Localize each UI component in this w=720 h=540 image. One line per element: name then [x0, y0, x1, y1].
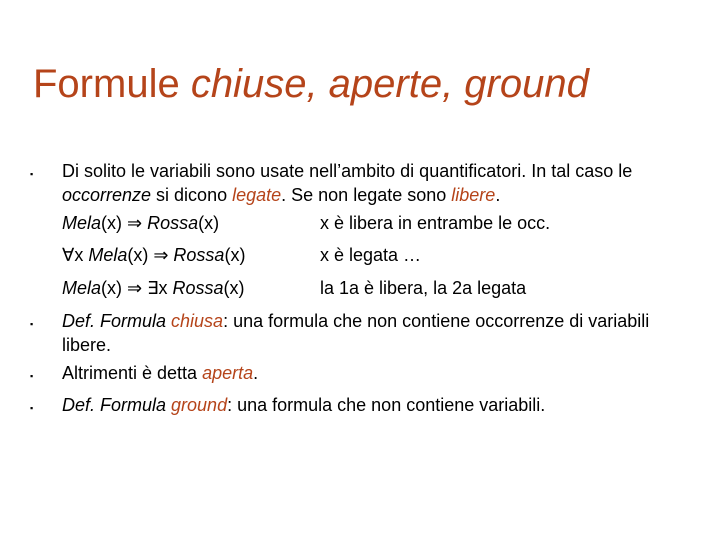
text: Rossa [173, 245, 225, 265]
bullet-marker: ▪ [30, 169, 34, 179]
text: Def. Formula [62, 311, 172, 331]
text: (x) ⇒ ∃x [101, 278, 173, 298]
example-note-1: x è libera in entrambe le occ. [320, 213, 551, 233]
term-chiusa: chiusa [171, 311, 224, 331]
bullet-text-ground-formula [62, 393, 662, 417]
text: Mela [88, 245, 128, 265]
text: . Se non legate sono [281, 185, 452, 205]
text: . [495, 185, 501, 205]
example-formula-1 [62, 212, 219, 234]
text: Rossa [147, 213, 199, 233]
term-legate: legate [232, 185, 282, 205]
bullet-marker: ▪ [30, 403, 34, 413]
bullet-marker: ▪ [30, 319, 34, 329]
bullet-text-closed-formula [62, 309, 662, 357]
title-italic: chiuse, aperte, ground [190, 62, 589, 106]
text: Di solito le variabili sono usate nell’ambito di quantificatori. In tal caso le [62, 161, 633, 181]
text: : una formula che non contiene occorrenze di variabili libere. [62, 311, 650, 355]
text: (x) [223, 278, 245, 298]
text: Def. Formula [62, 395, 172, 415]
bullet-marker: ▪ [30, 371, 34, 381]
term-occorrenze: occorrenze [62, 185, 152, 205]
text: (x) [198, 213, 220, 233]
example-note-2: x è legata … [320, 245, 422, 265]
text: ∀x [62, 245, 89, 265]
text: : una formula che non contiene variabili. [227, 395, 546, 415]
example-note-3: la 1a è libera, la 2a legata [320, 278, 527, 298]
text: Mela [62, 213, 102, 233]
term-aperta: aperta [202, 363, 254, 383]
text: Rossa [172, 278, 224, 298]
text: . [253, 363, 259, 383]
slide-title [33, 62, 589, 106]
term-ground: ground [171, 395, 228, 415]
text: Altrimenti è detta [62, 363, 203, 383]
bullet-text-open-formula [62, 361, 662, 385]
text: (x) ⇒ [101, 213, 148, 233]
text: si dicono [151, 185, 233, 205]
example-formula-2 [62, 244, 245, 266]
text: (x) ⇒ [127, 245, 174, 265]
term-libere: libere [451, 185, 496, 205]
text: (x) [224, 245, 246, 265]
bullet-text-variables [62, 159, 662, 207]
title-lead: Formule [33, 62, 191, 106]
text: Mela [62, 278, 102, 298]
example-formula-3 [62, 277, 245, 299]
